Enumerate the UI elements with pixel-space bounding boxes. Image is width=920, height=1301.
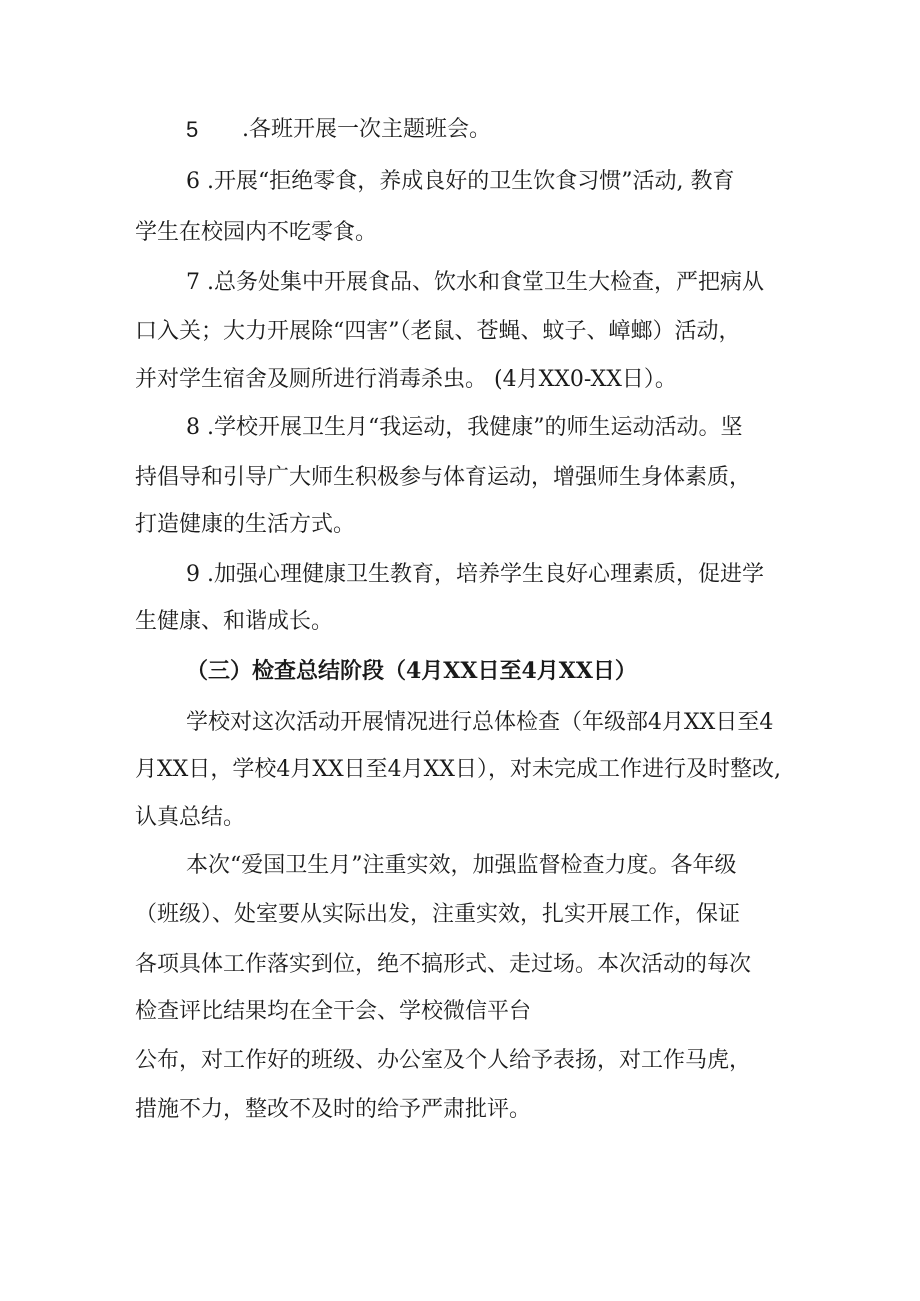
item-8-line-1: 8 .学校开展卫生月“我运动，我健康”的师生运动活动。坚 — [186, 415, 743, 440]
para-2-line-6: 措施不力，整改不及时的给予严肃批评。 — [135, 1097, 532, 1122]
para-2-line-4: 检查评比结果均在全干会、学校微信平台 — [135, 999, 532, 1024]
item-6-line-2: 学生在校园内不吃零食。 — [135, 220, 378, 245]
item-7-line-2: 口入关；大力开展除“四害”（老鼠、苍蝇、蚊子、嶂螂）活动， — [135, 319, 741, 344]
item-7-line-1: 7 .总务处集中开展食品、饮水和食堂卫生大检查，严把病从 — [186, 270, 764, 295]
item-5-number: 5 — [186, 117, 199, 142]
para-1-line-3: 认真总结。 — [135, 805, 246, 830]
para-1-line-2: 月XX日，学校4月XX日至4月XX日），对未完成工作进行及时整改, — [135, 757, 781, 782]
item-9-line-1: 9 .加强心理健康卫生教育，培养学生良好心理素质，促进学 — [186, 562, 764, 587]
item-7-line-3: 并对学生宿舍及厕所进行消毒杀虫。 (4月XX0-XX日）。 — [135, 367, 677, 392]
item-6-line-1: 6 .开展“拒绝零食，养成良好的卫生饮食习惯”活动, 教育 — [186, 169, 735, 194]
para-2-line-5: 公布，对工作好的班级、办公室及个人给予表扬，对工作马虎， — [135, 1048, 752, 1073]
item-8-line-3: 打造健康的生活方式。 — [135, 512, 356, 537]
para-2-line-2: （班级）、处室要从实际出发，注重实效，扎实开展工作，保证 — [135, 902, 741, 927]
item-5-text: .各班开展一次主题班会。 — [242, 117, 491, 142]
item-8-line-2: 持倡导和引导广大师生积极参与体育运动，增强师生身体素质， — [135, 465, 752, 490]
para-2-line-3: 各项具体工作落实到位，绝不搞形式、走过场。本次活动的每次 — [135, 952, 752, 977]
section-3-heading: （三）检查总结阶段（4月XX日至4月XX日） — [186, 658, 637, 684]
item-9-line-2: 生健康、和谐成长。 — [135, 609, 334, 634]
para-1-line-1: 学校对这次活动开展情况进行总体检查（年级部4月XX日至4 — [186, 710, 774, 735]
para-2-line-1: 本次“爱国卫生月”注重实效，加强监督检查力度。各年级 — [186, 853, 737, 878]
